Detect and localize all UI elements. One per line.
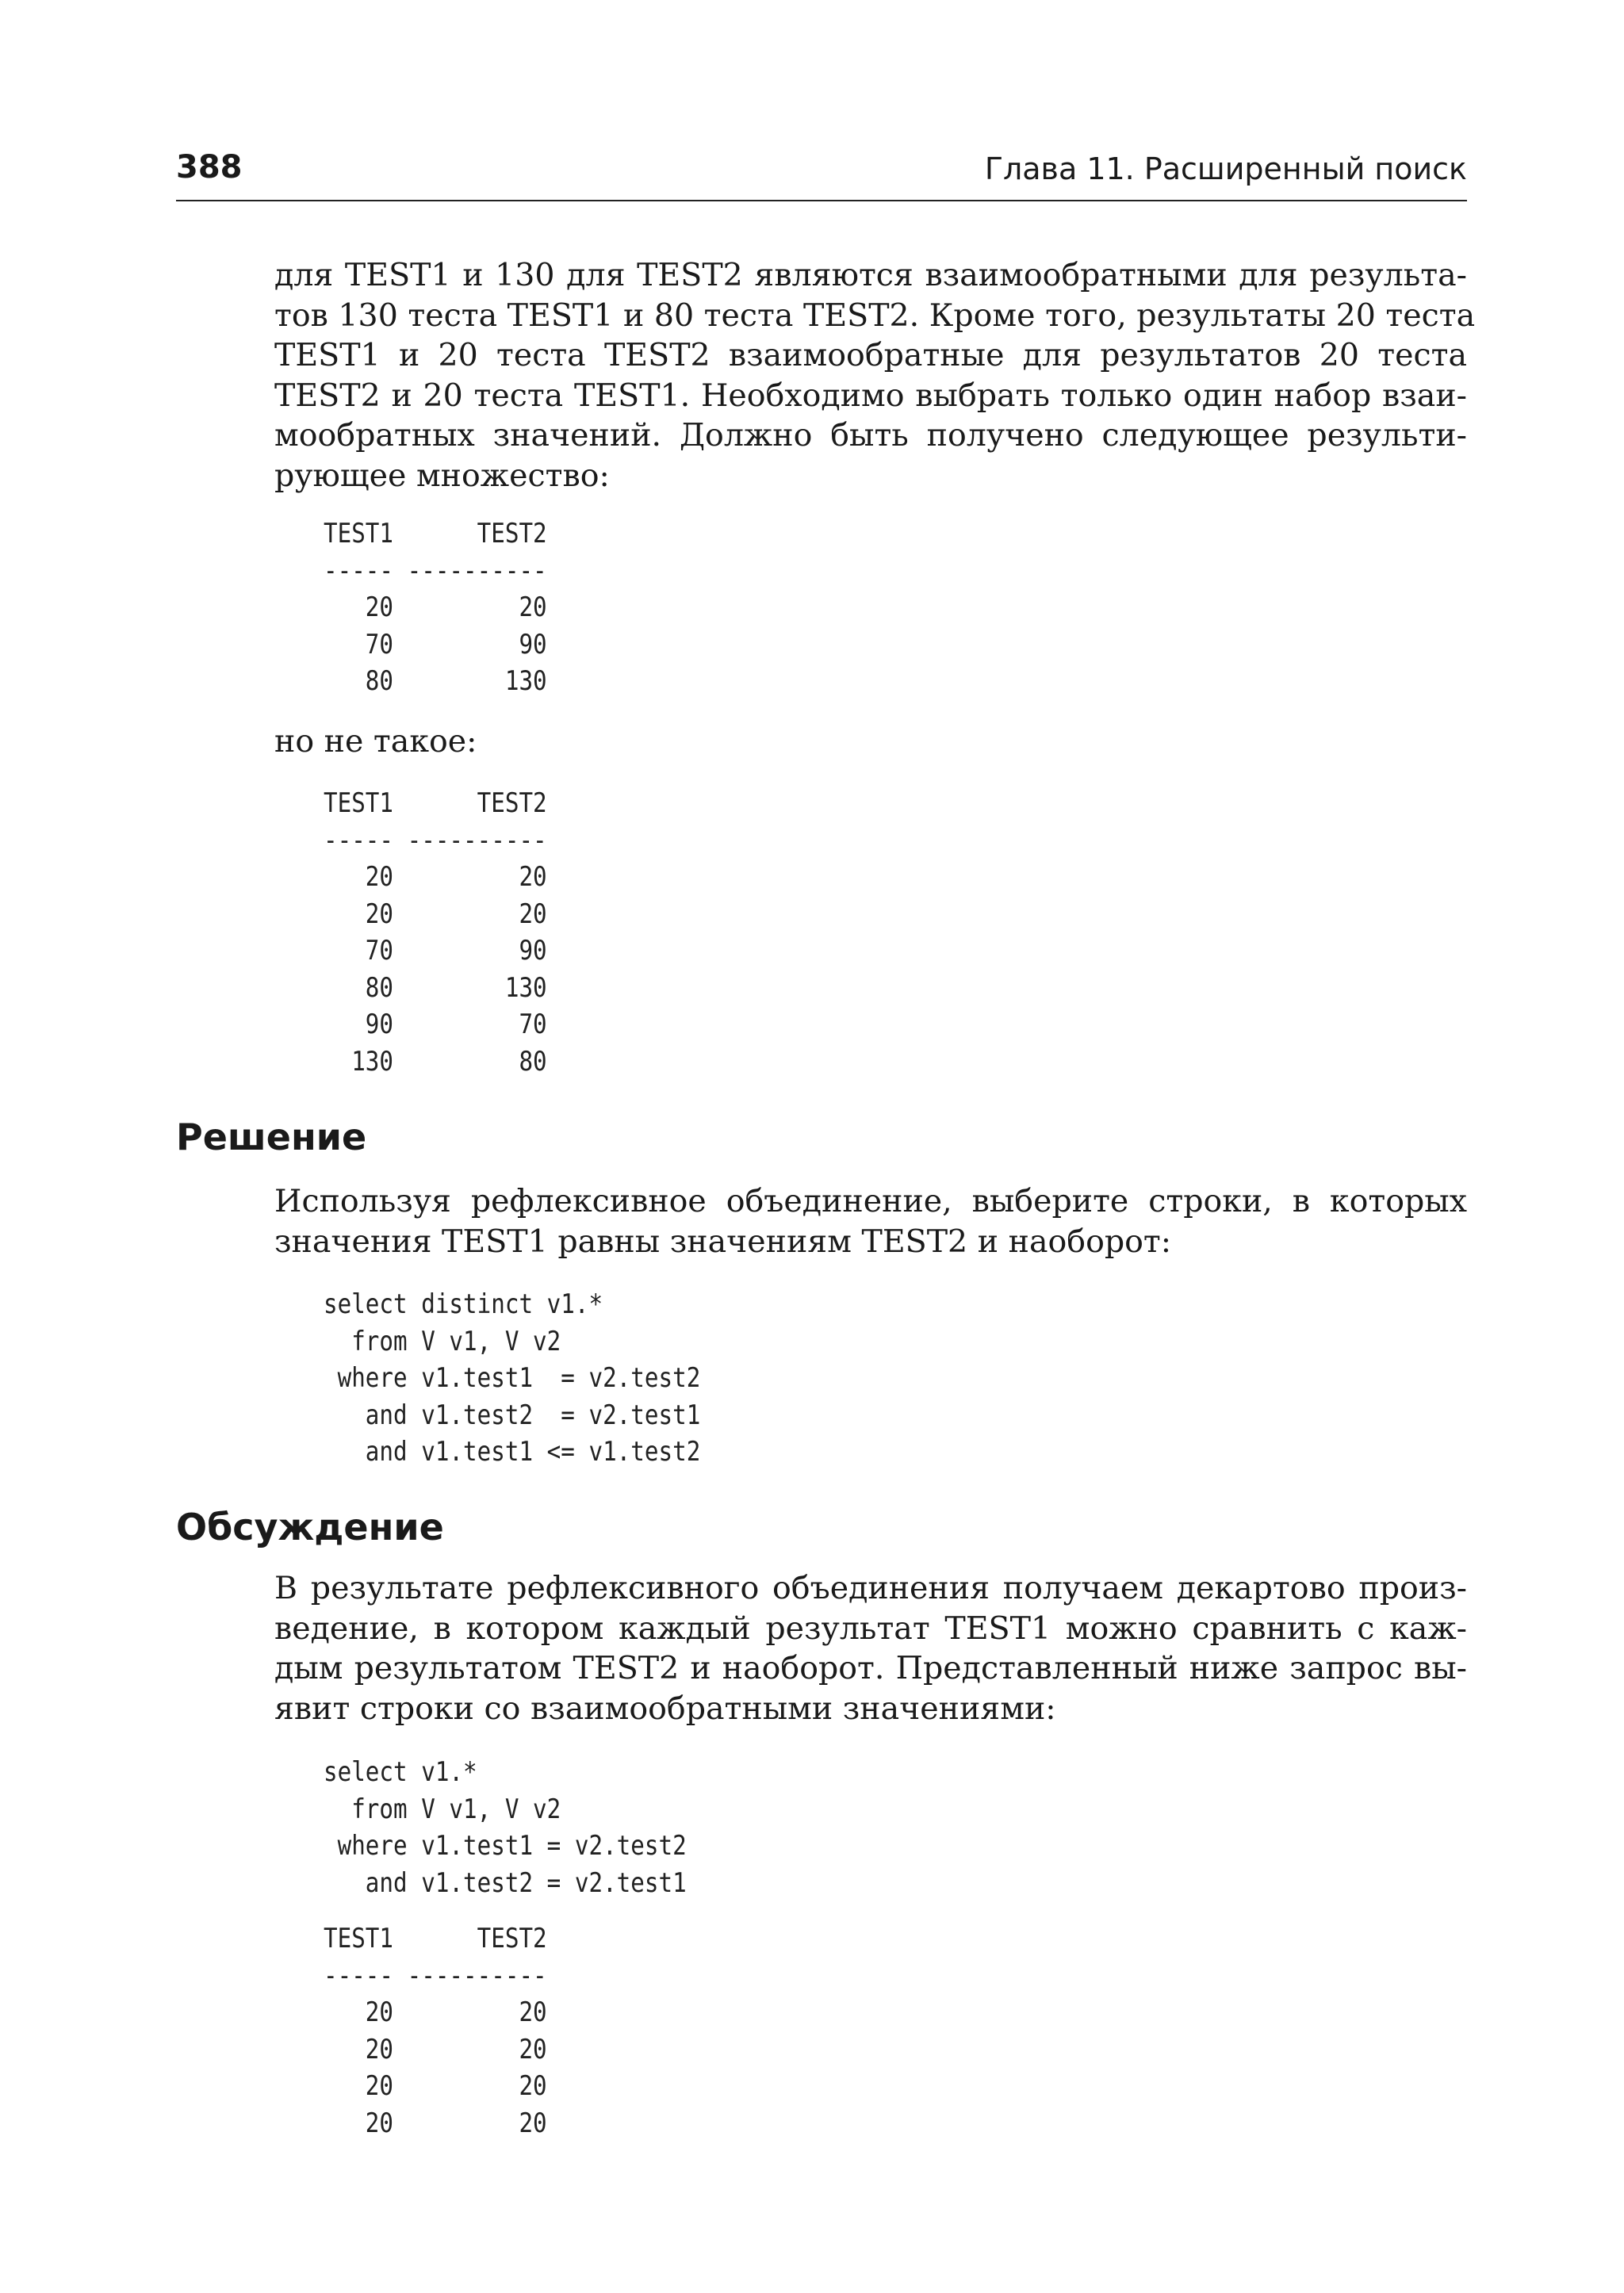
result-table-expected: TEST1 TEST2 ----- ---------- 20 20 70 90 80 130: [324, 518, 547, 697]
chapter-title: Глава 11. Расширенный поиск: [984, 151, 1467, 186]
paragraph-line: TEST1 и 20 теста TEST2 взаимообратные для результатов 20 теста: [274, 337, 1467, 373]
discussion-code-block: select v1.* from V v1, V v2 where v1.test1 = v2.test2 and v1.test2 = v2.test1: [324, 1756, 687, 1899]
paragraph-line: В результате рефлексивного объединения получаем декартово произ-: [274, 1570, 1467, 1606]
paragraph-line: Используя рефлексивное объединение, выберите строки, в которых: [274, 1183, 1467, 1219]
paragraph-line: явит строки со взаимообратными значениями:: [274, 1690, 1056, 1727]
result-table-discussion: TEST1 TEST2 ----- ---------- 20 20 20 20 20 20 20 20: [324, 1923, 547, 2139]
section-heading-solution: Решение: [176, 1116, 367, 1158]
not-such-paragraph: [274, 722, 1467, 762]
discussion-paragraph: [274, 1568, 1467, 1728]
paragraph-line: TEST2 и 20 теста TEST1. Необходимо выбрать только один набор взаи-: [274, 377, 1467, 414]
intro-paragraph: [274, 255, 1476, 496]
solution-paragraph: [274, 1181, 1467, 1261]
paragraph-line: для TEST1 и 130 для TEST2 являются взаимообратными для результа-: [274, 257, 1467, 293]
paragraph-line: значения TEST1 равны значениям TEST2 и наоборот:: [274, 1223, 1172, 1260]
paragraph-line: тов 130 теста TEST1 и 80 теста TEST2. Кроме того, результаты 20 теста: [274, 297, 1476, 334]
paragraph-line: дым результатом TEST2 и наоборот. Представленный ниже запрос вы-: [274, 1650, 1467, 1686]
solution-code-block: select distinct v1.* from V v1, V v2 where v1.test1 = v2.test2 and v1.test2 = v2.test1 and v1.test1 <= v1.test2: [324, 1288, 701, 1468]
section-heading-discussion: Обсуждение: [176, 1506, 444, 1548]
page-header: [176, 147, 1467, 201]
paragraph-line: мообратных значений. Должно быть получено следующее результи-: [274, 417, 1467, 454]
page-number: 388: [176, 149, 243, 186]
paragraph-line: но не такое:: [274, 723, 477, 760]
paragraph-line: рующее множество:: [274, 457, 610, 494]
paragraph-line: ведение, в котором каждый результат TEST1 можно сравнить с каж-: [274, 1610, 1467, 1647]
result-table-unwanted: TEST1 TEST2 ----- ---------- 20 20 20 20 70 90 80 130 90 70 130 80: [324, 787, 547, 1078]
